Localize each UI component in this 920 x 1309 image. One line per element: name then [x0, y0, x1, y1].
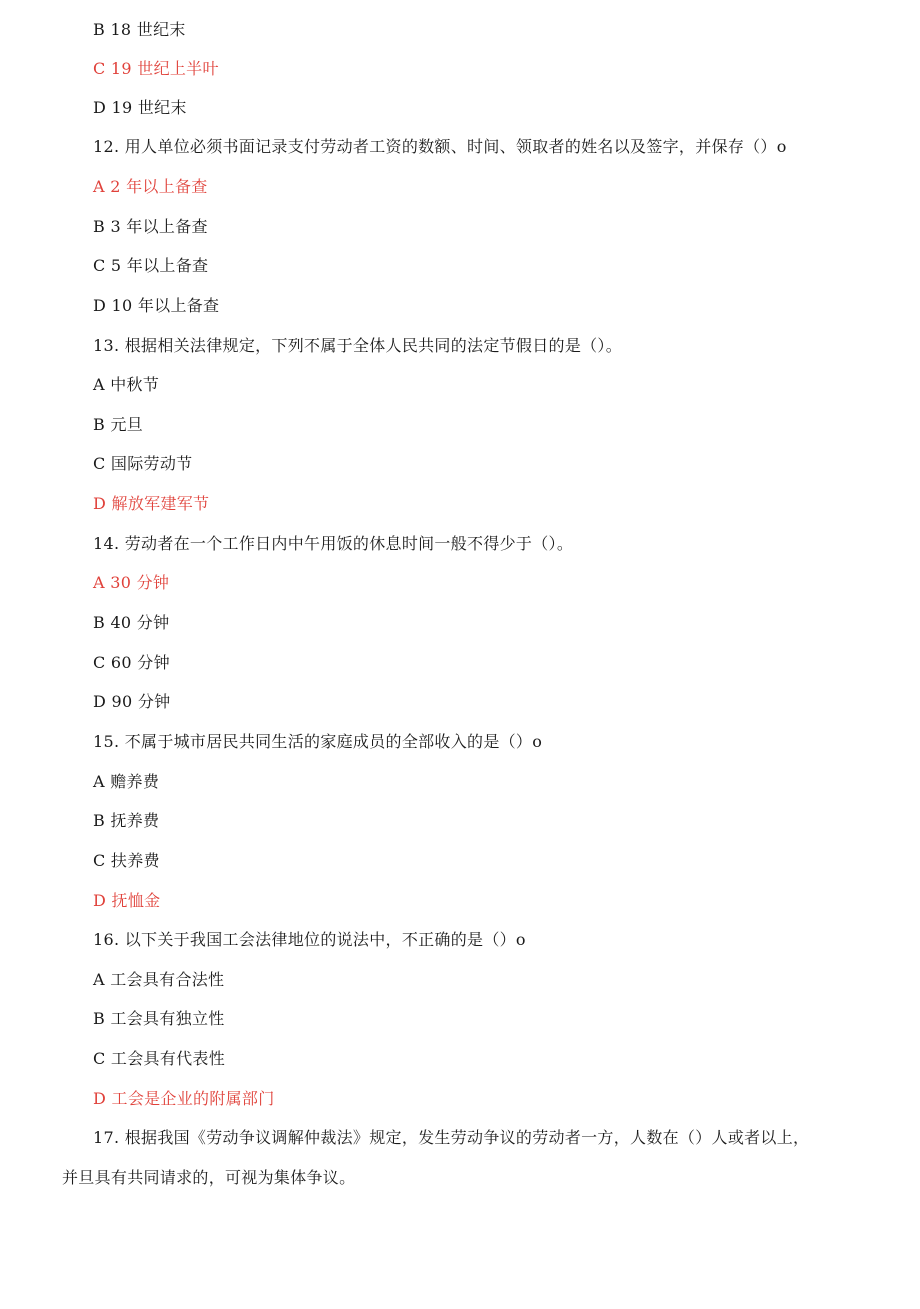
option-text: D 19 世纪末	[93, 98, 187, 117]
answer-option: A 30 分钟	[93, 573, 170, 592]
option-text: B 工会具有独立性	[93, 1009, 225, 1028]
option-text: D 90 分钟	[93, 692, 171, 711]
option-text: C 60 分钟	[93, 653, 170, 672]
question-17-line-2: 并旦具有共同请求的，可视为集体争议。	[62, 1168, 356, 1187]
option-text: A 中秋节	[93, 375, 160, 394]
answer-option: A 2 年以上备查	[93, 177, 208, 196]
option-text: B 18 世纪末	[93, 20, 186, 39]
question-text: 16. 以下关于我国工会法律地位的说法中，不正确的是（）o	[93, 930, 526, 949]
option-text: C 工会具有代表性	[93, 1049, 226, 1068]
answer-option: D 解放军建军节	[93, 494, 210, 513]
option-text: C 国际劳动节	[93, 454, 193, 473]
question-text: 15. 不属于城市居民共同生活的家庭成员的全部收入的是（）o	[93, 732, 543, 751]
option-text: B 40 分钟	[93, 613, 170, 632]
question-17-line-1: 17. 根据我国《劳动争议调解仲裁法》规定，发生劳动争议的劳动者一方，人数在（）人或者以上，	[93, 1128, 810, 1147]
option-text: B 3 年以上备查	[93, 217, 208, 236]
question-text: 14. 劳动者在一个工作日内中午用饭的休息时间一般不得少于（）。	[93, 534, 574, 553]
option-text: C 扶养费	[93, 851, 160, 870]
option-text: A 工会具有合法性	[93, 970, 225, 989]
question-text: 12. 用人单位必须书面记录支付劳动者工资的数额、时间、领取者的姓名以及签字，并保存（）o	[93, 137, 787, 156]
answer-option: D 抚恤金	[93, 891, 161, 910]
option-text: B 元旦	[93, 415, 144, 434]
question-text: 13. 根据相关法律规定，下列不属于全体人民共同的法定节假日的是（）。	[93, 336, 623, 355]
answer-option: C 19 世纪上半叶	[93, 59, 219, 78]
option-text: A 赡养费	[93, 772, 160, 791]
option-text: B 抚养费	[93, 811, 160, 830]
option-text: D 10 年以上备查	[93, 296, 220, 315]
question-17	[62, 1118, 862, 1198]
answer-option: D 工会是企业的附属部门	[93, 1089, 275, 1108]
option-text: C 5 年以上备查	[93, 256, 209, 275]
